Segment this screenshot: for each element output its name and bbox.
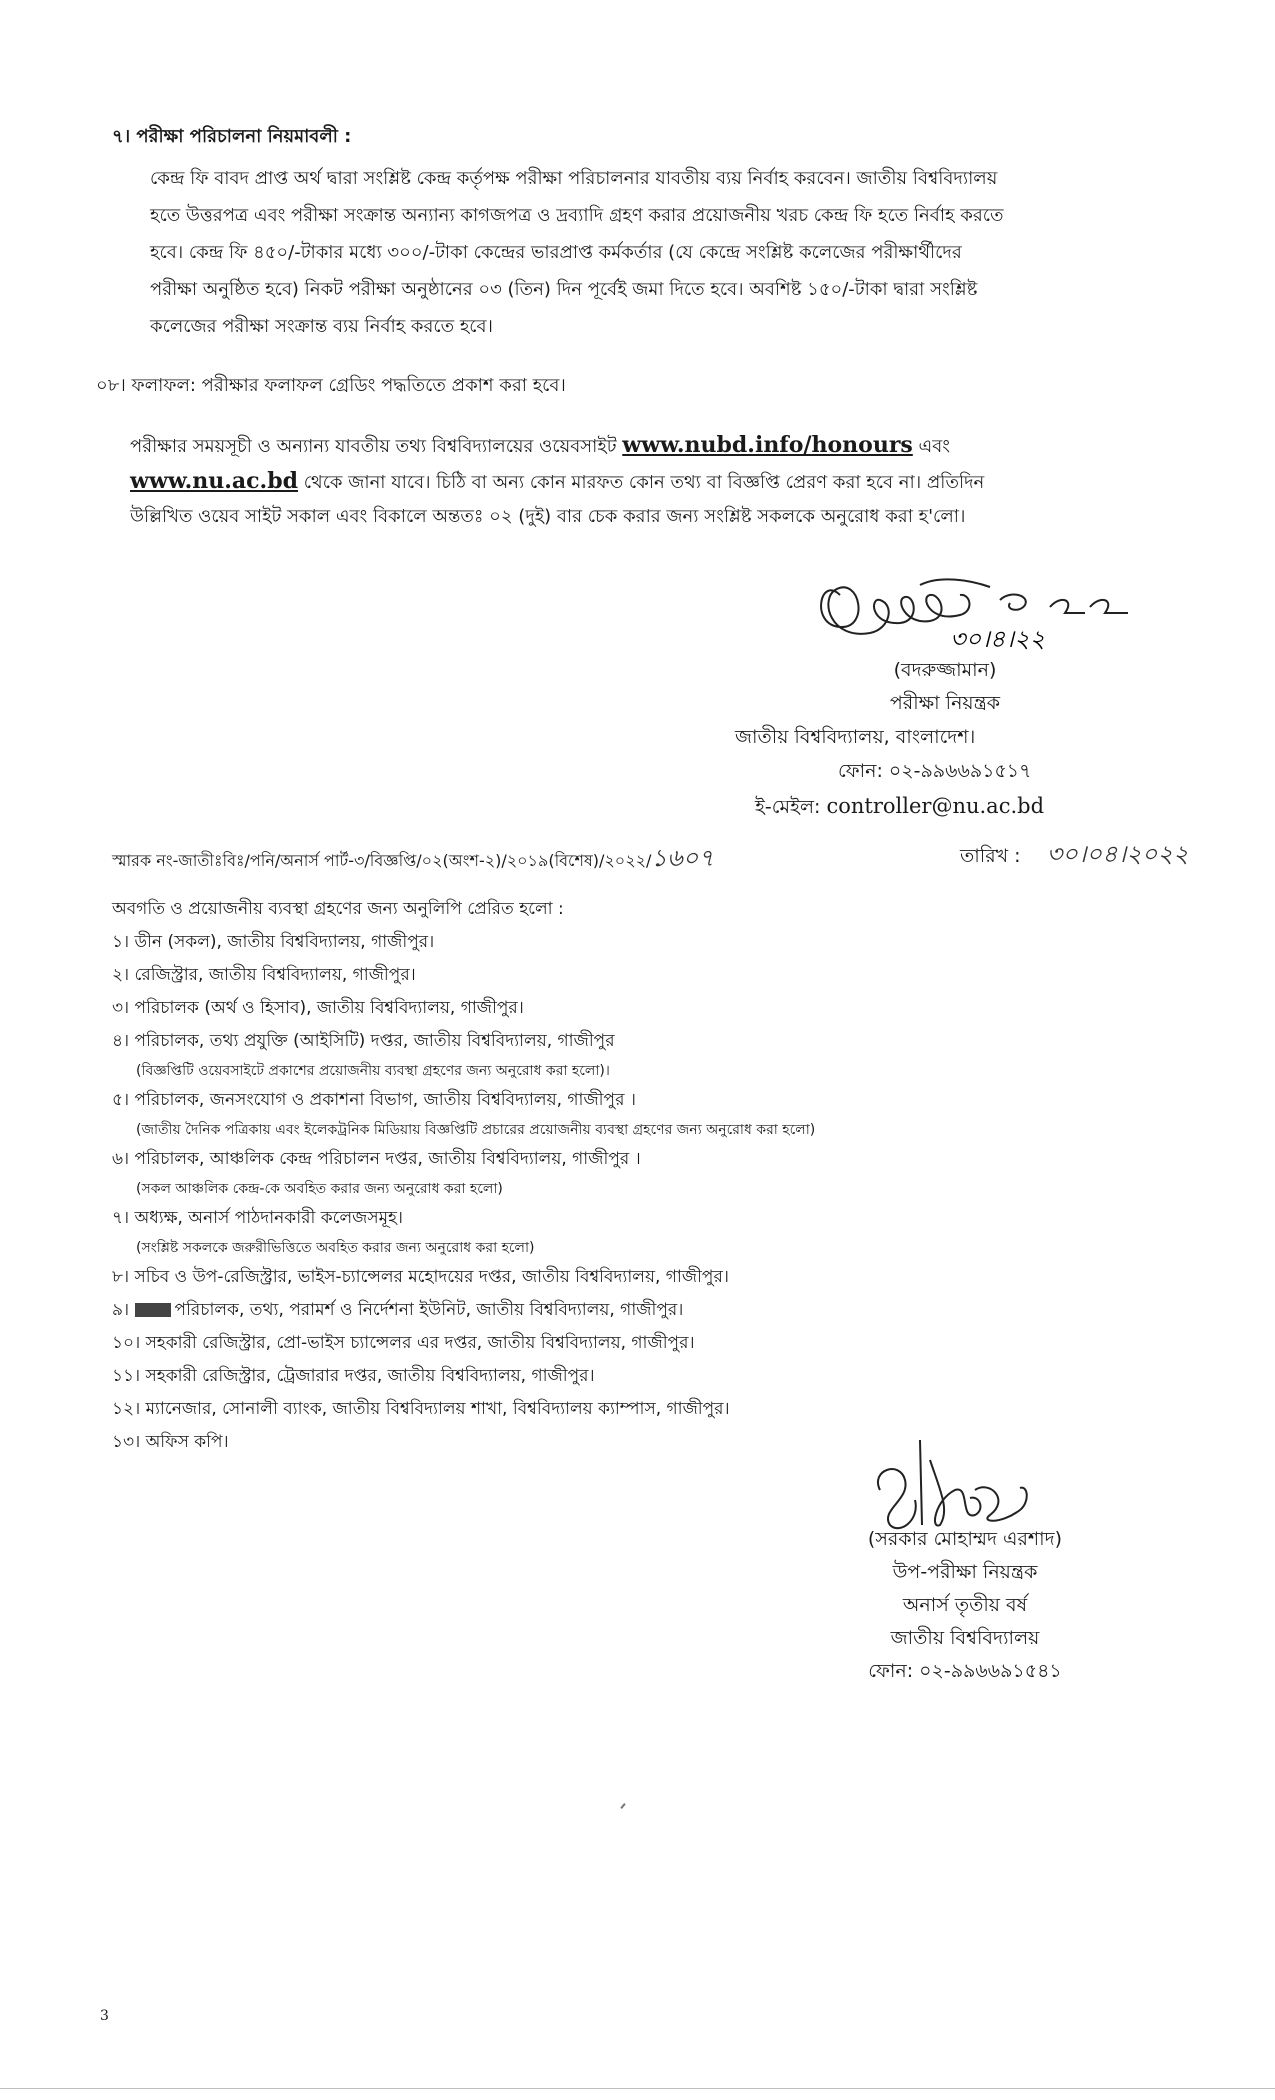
list-item-prefix: ৯। (112, 1300, 130, 1320)
deputy-controller-name: (সরকার মোহাম্মদ এরশাদ) (867, 1528, 1063, 1550)
list-item-text: ৬। পরিচালক, আঞ্চলিক কেন্দ্র পরিচালন দপ্তর, জাতীয় বিশ্ববিদ্যালয়, গাজীপুর । (112, 1149, 641, 1169)
list-item-text: ১। ডীন (সকল), জাতীয় বিশ্ববিদ্যালয়, গাজীপুর। (112, 932, 435, 952)
section-7-line: হবে। কেন্দ্র ফি ৪৫০/-টাকার মধ্যে ৩০০/-টাকা কেন্দ্রের ভারপ্রাপ্ত কর্মকর্তার (যে কেন্দ্রে সংশ্লিষ্ট কলেজের পরীক্ষার্থীদের (150, 242, 962, 263)
deputy-controller-designation: উপ-পরীক্ষা নিয়ন্ত্রক (892, 1561, 1038, 1583)
list-item-note: (সকল আঞ্চলিক কেন্দ্র-কে অবহিত করার জন্য অনুরোধ করা হলো) (136, 1181, 503, 1197)
deputy-controller-unit: অনার্স তৃতীয় বর্ষ (902, 1594, 1028, 1616)
list-item (112, 959, 1162, 992)
list-item-text: ৭। অধ্যক্ষ, অনার্স পাঠদানকারী কলেজসমূহ। (112, 1208, 404, 1228)
list-item (112, 926, 1162, 959)
list-item-text: ৩। পরিচালক (অর্থ ও হিসাব), জাতীয় বিশ্ববিদ্যালয়, গাজীপুর। (112, 998, 524, 1018)
date-label: তারিখ : (960, 845, 1021, 867)
section-7-line: কেন্দ্র ফি বাবদ প্রাপ্ত অর্থ দ্বারা সংশ্লিষ্ট কেন্দ্র কর্তৃপক্ষ পরীক্ষা পরিচালনার যাবতীয় ব্যয় নির্বাহ করবেন। জাতীয় বিশ্ববিদ্যালয় (150, 168, 998, 189)
memo-ref-number: ১৬০৭ (651, 844, 714, 872)
controller-email-row (755, 793, 1044, 820)
list-item-text: ৮। সচিব ও উপ-রেজিস্ট্রার, ভাইস-চ্যান্সেলর মহোদয়ের দপ্তর, জাতীয় বিশ্ববিদ্যালয়, গাজীপুর। (112, 1267, 729, 1287)
section-7-body (150, 160, 1130, 345)
controller-signature (800, 555, 1140, 665)
list-item (112, 1025, 1162, 1084)
list-item-note: (বিজ্ঞপ্তিটি ওয়েবসাইটে প্রকাশের প্রয়োজনীয় ব্যবস্থা গ্রহণের জন্য অনুরোধ করা হলো)। (136, 1063, 610, 1079)
notice-line-2-text: থেকে জানা যাবে। চিঠি বা অন্য কোন মারফত কোন তথ্য বা বিজ্ঞপ্তি প্রেরণ করা হবে না। প্রতিদিন (303, 472, 985, 493)
notice-line-1-suffix: এবং (918, 436, 950, 457)
deputy-controller-phone: ফোন: ০২-৯৯৬৬৯১৫৪১ (868, 1660, 1062, 1682)
notice-line-2 (130, 464, 1130, 500)
list-item (112, 1327, 1162, 1360)
controller-name: (বদরুজ্জামান) (893, 659, 997, 681)
list-item-text: ১২। ম্যানেজার, সোনালী ব্যাংক, জাতীয় বিশ্ববিদ্যালয় শাখা, বিশ্ববিদ্যালয় ক্যাম্পাস, গাজীপুর। (112, 1399, 730, 1419)
memo-ref-text: স্মারক নং-জাতীঃবিঃ/পনি/অনার্স পার্ট-৩/বিজ্ঞপ্তি/০২(অংশ-২)/২০১৯(বিশেষ)/২০২২/ (112, 851, 652, 870)
list-item (112, 1393, 1162, 1426)
scan-mark (620, 1803, 625, 1809)
signature-handwritten-date: ৩০।৪।২২ (950, 625, 1046, 653)
list-item (112, 1261, 1162, 1294)
section-7-heading: ৭। পরীক্ষা পরিচালনা নিয়মাবলী : (112, 126, 352, 147)
list-item (112, 1202, 1162, 1261)
website-notice (130, 428, 1130, 534)
memo-reference (112, 840, 714, 880)
controller-email[interactable]: controller@nu.ac.bd (826, 794, 1045, 818)
notice-line-3: উল্লিখিত ওয়েব সাইট সকাল এবং বিকালে অন্ততঃ ০২ (দুই) বার চেক করার জন্য সংশ্লিষ্ট সকলকে অনুরোধ করা হ'লো। (130, 506, 966, 527)
controller-block (790, 654, 1100, 720)
list-item (112, 1294, 1162, 1327)
list-item-note: (জাতীয় দৈনিক পত্রিকায় এবং ইলেকট্রনিক মিডিয়ায় বিজ্ঞপ্তিটি প্রচারের প্রয়োজনীয় ব্যবস্থা গ্রহণের জন্য অনুরোধ করা হলো) (136, 1122, 816, 1138)
memo-date (960, 836, 1189, 876)
distribution-list (112, 893, 1162, 1459)
list-item (112, 1084, 1162, 1143)
deputy-controller-organization: জাতীয় বিশ্ববিদ্যালয় (890, 1627, 1040, 1649)
controller-designation: পরীক্ষা নিয়ন্ত্রক (889, 692, 1001, 714)
controller-organization: জাতীয় বিশ্ববিদ্যালয়, বাংলাদেশ। (735, 726, 976, 748)
list-item-note: (সংশ্লিষ্ট সকলকে জরুরীভিত্তিতে অবহিত করার জন্য অনুরোধ করা হলো) (136, 1240, 535, 1256)
list-item-text: ১৩। অফিস কপি। (112, 1432, 229, 1452)
deputy-controller-block (790, 1523, 1140, 1688)
section-8-result: ০৮। ফলাফল: পরীক্ষার ফলাফল গ্রেডিং পদ্ধতিতে প্রকাশ করা হবে। (96, 375, 566, 396)
email-label: ই-মেইল: (755, 796, 821, 818)
redaction-mark (135, 1303, 171, 1317)
list-item-text: ১০। সহকারী রেজিস্ট্রার, প্রো-ভাইস চ্যান্সেলর এর দপ্তর, জাতীয় বিশ্ববিদ্যালয়, গাজীপুর। (112, 1333, 695, 1353)
list-item (112, 992, 1162, 1025)
page-number: 3 (100, 2008, 109, 2024)
section-7-line: পরীক্ষা অনুষ্ঠিত হবে) নিকট পরীক্ষা অনুষ্ঠানের ০৩ (তিন) দিন পূর্বেই জমা দিতে হবে। অবশিষ্ট ১৫০/-টাকা দ্বারা সংশ্লিষ্ট (150, 279, 978, 300)
list-item-text: ২। রেজিস্ট্রার, জাতীয় বিশ্ববিদ্যালয়, গাজীপুর। (112, 965, 416, 985)
list-item-text: ৪। পরিচালক, তথ্য প্রযুক্তি (আইসিটি) দপ্তর, জাতীয় বিশ্ববিদ্যালয়, গাজীপুর (112, 1031, 615, 1051)
page-edge-line (0, 2088, 1275, 2089)
section-7-line: হতে উত্তরপত্র এবং পরীক্ষা সংক্রান্ত অন্যান্য কাগজপত্র ও দ্রব্যাদি গ্রহণ করার প্রয়োজনীয় খরচ কেন্দ্র ফি হতে নির্বাহ করতে (150, 205, 1004, 226)
notice-line-1-text: পরীক্ষার সময়সূচী ও অন্যান্য যাবতীয় তথ্য বিশ্ববিদ্যালয়ের ওয়েবসাইট (130, 436, 617, 457)
list-item-text: পরিচালক, তথ্য, পরামর্শ ও নির্দেশনা ইউনিট, জাতীয় বিশ্ববিদ্যালয়, গাজীপুর। (174, 1300, 684, 1320)
date-handwritten: ৩০।০৪।২০২২ (1046, 840, 1189, 868)
distribution-intro: অবগতি ও প্রয়োজনীয় ব্যবস্থা গ্রহণের জন্য অনুলিপি প্রেরিত হলো : (112, 899, 564, 919)
list-item (112, 1143, 1162, 1202)
controller-phone: ফোন: ০২-৯৯৬৬৯১৫১৭ (838, 760, 1032, 782)
website-link-nubd[interactable]: www.nubd.info/honours (622, 432, 913, 458)
section-7-line: কলেজের পরীক্ষা সংক্রান্ত ব্যয় নির্বাহ করতে হবে। (150, 316, 493, 337)
list-item (112, 1360, 1162, 1393)
website-link-nu[interactable]: www.nu.ac.bd (130, 468, 298, 494)
notice-line-1 (130, 428, 1130, 464)
list-item-text: ৫। পরিচালক, জনসংযোগ ও প্রকাশনা বিভাগ, জাতীয় বিশ্ববিদ্যালয়, গাজীপুর । (112, 1090, 636, 1110)
list-item-text: ১১। সহকারী রেজিস্ট্রার, ট্রেজারার দপ্তর, জাতীয় বিশ্ববিদ্যালয়, গাজীপুর। (112, 1366, 595, 1386)
